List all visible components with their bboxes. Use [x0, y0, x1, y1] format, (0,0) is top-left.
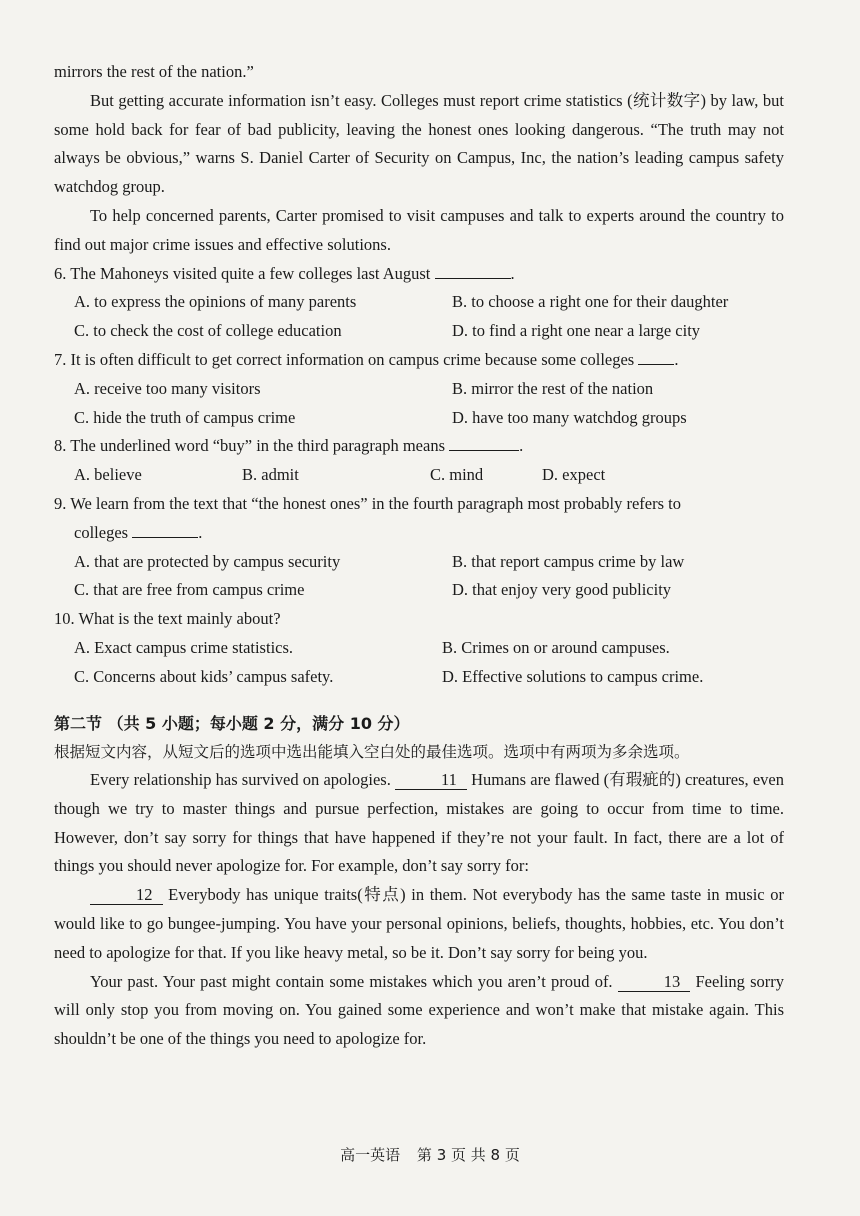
options	[74, 548, 784, 606]
question-stem: 9. We learn from the text that “the honest ones” in the fourth paragraph most probably refers to	[54, 493, 681, 513]
option-c: C. hide the truth of campus crime	[74, 407, 296, 427]
paragraph-your-past: Your past. Your past might contain some mistakes which you aren’t proud of. 13 Feeling sorry will only stop you from moving on. You gained some experience and won’t make that mistake again. This shouldn’t be one of the things you need to apologize for.	[54, 971, 785, 1049]
answer-blank	[435, 262, 511, 279]
section-instructions: 根据短文内容，从短文后的选项中选出能填入空白处的最佳选项。选项中有两项为多余选项。	[54, 742, 690, 761]
option-b: B. Crimes on or around campuses.	[442, 637, 670, 657]
question-stem: 6. The Mahoneys visited quite a few colleges last August	[54, 263, 431, 283]
option-b: B. mirror the rest of the nation	[452, 378, 654, 398]
section-title: 第二节 （共 5 小题；每小题 2 分，满分 10 分）	[54, 713, 410, 733]
option-a: A. believe	[74, 465, 142, 485]
page-footer	[0, 1144, 860, 1165]
option-d: D. that enjoy very good publicity	[452, 580, 672, 600]
blank-12: 12	[90, 886, 163, 905]
option-a: A. that are protected by campus security	[74, 551, 341, 571]
paragraph-continuation: mirrors the rest of the nation.”	[54, 62, 254, 81]
options	[74, 375, 784, 433]
option-d: D. to find a right one near a large city	[452, 321, 701, 341]
footer-page-number: 第 3 页 共 8 页	[416, 1146, 520, 1164]
question-10	[54, 605, 784, 691]
question-9: 9. We learn from the text that “the honest ones” in the fourth paragraph most probably refers to colleges . A. that are protected by campus security B. that report campus crime by law C. that are free from campus crime D. that enjoy very good publicity	[54, 490, 784, 605]
question-stem: 8. The underlined word “buy” in the third paragraph means	[54, 436, 445, 456]
paragraph-apologies: Every relationship has survived on apologies. 11 Humans are flawed (有瑕疵的) creatures, even though we try to master things and pursue perfection, mistakes are going to occur from time to time. However, don’t say sorry for things that have happened if they’re not your fault. In fact, there are a lot of things you should never apologize for. For example, don’t say sorry for:	[54, 770, 784, 876]
paragraph-accurate-information: But getting accurate information isn’t easy. Colleges must report crime statistics (统计数字) by law, but some hold back for fear of bad publicity, leaving the honest ones looking dangerous. “The truth may not always be obvious,” warns S. Daniel Carter of Security on Campus, Inc, the nation’s leading campus safety watchdog group.	[54, 90, 784, 197]
answer-blank	[449, 434, 519, 451]
options	[74, 634, 784, 692]
option-c: C. to check the cost of college education	[74, 321, 342, 341]
option-c: C. mind	[430, 465, 484, 485]
option-d: D. expect	[542, 465, 606, 485]
option-b: B. admit	[242, 465, 299, 485]
footer-subject: 高一英语	[340, 1146, 401, 1164]
options	[74, 461, 784, 490]
question-stem: 7. It is often difficult to get correct information on campus crime because some colleges	[54, 349, 635, 369]
options	[74, 288, 784, 346]
option-c: C. that are free from campus crime	[74, 580, 305, 600]
paragraph-carter-promise: To help concerned parents, Carter promised to visit campuses and talk to experts around the country to find out major crime issues and effective solutions.	[54, 205, 784, 254]
option-c: C. Concerns about kids’ campus safety.	[74, 666, 334, 686]
option-a: A. to express the opinions of many parents	[74, 292, 357, 312]
option-a: A. Exact campus crime statistics.	[74, 637, 294, 657]
option-d: D. have too many watchdog groups	[452, 407, 687, 427]
paragraph-unique-traits: 12 Everybody has unique traits(特点) in them. Not everybody has the same taste in music or would like to go bungee-jumping. You have your personal opinions, beliefs, thoughts, hobbies, etc. You don’t need to apologize for that. If you like heavy metal, so be it. Don’t say sorry for being you.	[54, 885, 784, 962]
question-8: 8. The underlined word “buy” in the third paragraph means . A. believe B. admit C. mind D. expect	[54, 432, 784, 490]
option-a: A. receive too many visitors	[74, 378, 261, 398]
option-b: B. that report campus crime by law	[452, 551, 685, 571]
question-stem: 10. What is the text mainly about?	[54, 609, 281, 629]
answer-blank	[638, 348, 674, 365]
option-d: D. Effective solutions to campus crime.	[442, 666, 704, 686]
answer-blank	[132, 521, 198, 538]
option-b: B. to choose a right one for their daughter	[452, 292, 729, 312]
blank-11: 11	[395, 771, 467, 790]
question-6: 6. The Mahoneys visited quite a few colleges last August . A. to express the opinions of many parents B. to choose a right one for their daughter C. to check the cost of college education D. to find a right one near a large city	[54, 260, 784, 346]
question-7: 7. It is often difficult to get correct information on campus crime because some colleges . A. receive too many visitors B. mirror the rest of the nation C. hide the truth of campus crime D. have too many watchdog groups	[54, 346, 784, 432]
blank-13: 13	[618, 973, 691, 992]
